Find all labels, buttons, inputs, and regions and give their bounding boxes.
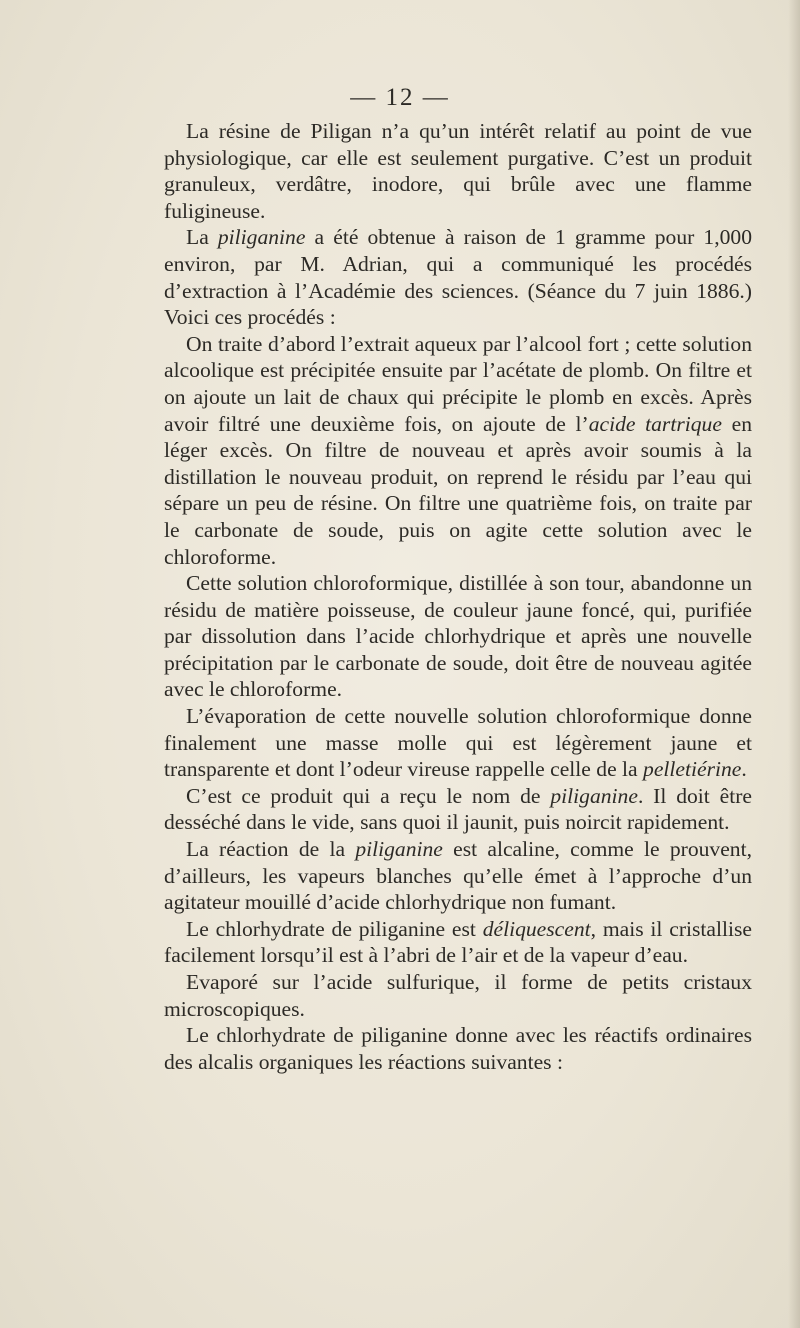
text-run: Le chlorhydrate de piliganine est [186, 916, 483, 941]
page-edge-shadow [788, 0, 800, 1328]
text-run: , mais il cristallise facilement lorsqu’il est à l’abri de l’air et de la vapeur d’eau. [164, 916, 752, 968]
text-run: en léger excès. On filtre de nouveau et après avoir soumis à la distillation le nouveau produit, on reprend le résidu par l’eau qui sépare un peu de résine. On filtre une quatrième fois, on traite par le carbonate de soude, puis on agite cette solution avec le chloroforme. [164, 411, 752, 569]
italic-term: piliganine [217, 225, 306, 250]
text-run: La résine de Piligan n’a qu’un intérêt relatif au point de vue physiologique, car elle est seulement purgative. C’est un produit granuleux, verdâtre, inodore, qui brûle avec une flamme fuligineuse. [164, 119, 752, 223]
text-run: . Il doit être desséché dans le vide, sans quoi il jaunit, puis noircit rapidement. [164, 783, 752, 835]
page-number: — 12 — [350, 84, 450, 111]
paragraph [164, 703, 752, 783]
paragraph [164, 836, 752, 916]
italic-term: déliquescent [482, 916, 591, 941]
paragraph [164, 916, 752, 969]
text-run: est alcaline, comme le prouvent, d’ailleurs, les vapeurs blanches qu’elle émet à l’approche d’un agitateur mouillé d’acide chlorhydrique non fumant. [164, 837, 752, 915]
italic-term: acide tartrique [588, 411, 722, 436]
italic-term: piliganine [355, 837, 443, 862]
paragraph [164, 118, 752, 224]
text-run: La [186, 225, 218, 250]
italic-term: pelletiérine [643, 757, 742, 782]
text-run: Evaporé sur l’acide sulfurique, il forme de petits cristaux microscopiques. [164, 970, 752, 1021]
text-run: . [741, 757, 747, 782]
body-text [164, 118, 752, 1075]
text-run: On traite d’abord l’extrait aqueux par l’alcool fort ; cette solution alcoolique est précipitée ensuite par l’acétate de plomb. On filtre et on ajoute un lait de chaux qui précipite le plomb en excès. Après avoir filtré une deuxième fois, on ajoute de l’ [164, 331, 752, 436]
paragraph [164, 969, 752, 1022]
text-run: La réaction de la [186, 837, 356, 862]
text-run: L’évaporation de cette nouvelle solution chloroformique donne finalement une masse molle qui est légèrement jaune et transparente et dont l’odeur vireuse rappelle celle de la [164, 704, 752, 782]
text-run: C’est ce produit qui a reçu le nom de [186, 783, 551, 808]
paragraph [164, 331, 752, 570]
paragraph [164, 570, 752, 703]
paragraph [164, 224, 752, 330]
text-run: Le chlorhydrate de piliganine donne avec les réactifs ordinaires des alcalis organiques les réactions suivantes : [164, 1023, 752, 1074]
text-run: Cette solution chloroformique, distillée à son tour, abandonne un résidu de matière poisseuse, de couleur jaune foncé, qui, purifiée par dissolution dans l’acide chlorhydrique et après une nouvelle précipitation par le carbonate de soude, doit être de nouveau agitée avec le chloroforme. [164, 571, 752, 702]
italic-term: piliganine [550, 783, 638, 808]
paragraph [164, 1022, 752, 1075]
paragraph [164, 783, 752, 836]
text-run: a été obtenue à raison de 1 gramme pour 1,000 environ, par M. Adrian, qui a communiqué les procédés d’extraction à l’Académie des sciences. (Séance du 7 juin 1886.) Voici ces procédés : [164, 225, 752, 330]
